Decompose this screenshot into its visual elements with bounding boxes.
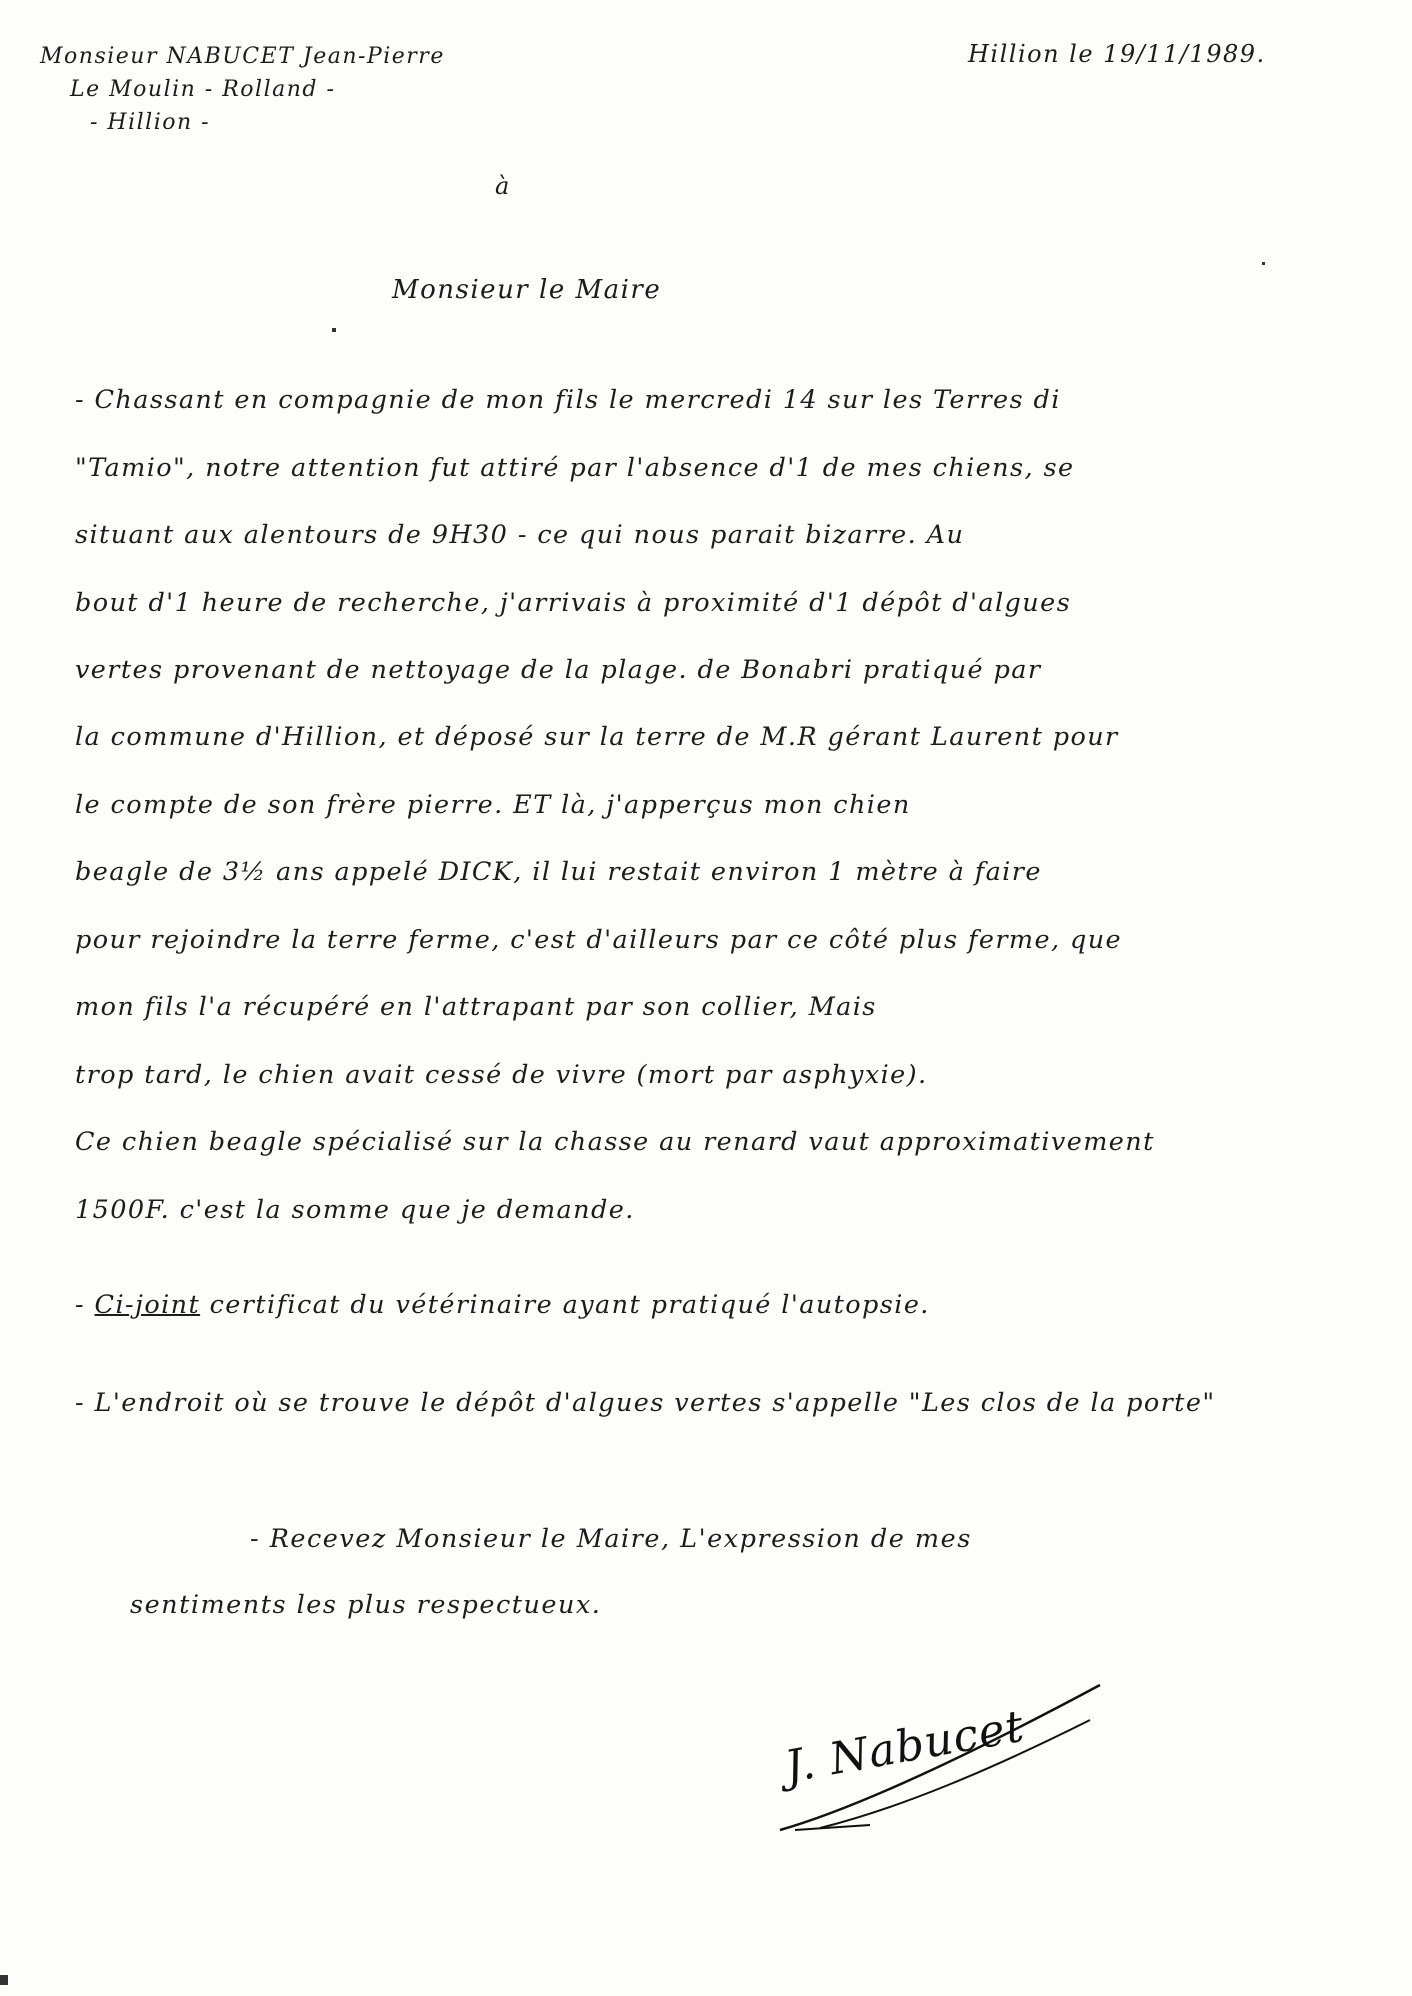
body-line: trop tard, le chien avait cessé de vivre (mort par asphyxie). (75, 1060, 928, 1090)
body-line: vertes provenant de nettoyage de la plage. de Bonabri pratiqué par (75, 655, 1042, 685)
closing-line: - Recevez Monsieur le Maire, L'expression de mes (250, 1524, 972, 1554)
scan-speck (1262, 262, 1265, 265)
body-line: - Chassant en compagnie de mon fils le mercredi 14 sur les Terres di (75, 385, 1061, 415)
scan-speck (0, 1975, 8, 1985)
sender-town: - Hillion - (90, 110, 211, 135)
body-line: 1500F. c'est la somme que je demande. (75, 1195, 635, 1225)
sender-street: Le Moulin - Rolland - (70, 77, 336, 102)
enclosure-note (75, 1290, 930, 1320)
location-note: - L'endroit où se trouve le dépôt d'algues vertes s'appelle "Les clos de la porte" (75, 1388, 1216, 1418)
scan-speck (332, 328, 336, 332)
body-line: le compte de son frère pierre. ET là, j'apperçus mon chien (75, 790, 911, 820)
body-line: bout d'1 heure de recherche, j'arrivais à proximité d'1 dépôt d'algues (75, 588, 1072, 618)
recipient-salutation: Monsieur le Maire (392, 275, 662, 305)
body-line: "Tamio", notre attention fut attiré par l'absence d'1 de mes chiens, se (75, 453, 1075, 483)
body-line: situant aux alentours de 9H30 - ce qui nous parait bizarre. Au (75, 520, 965, 550)
enclosure-dash: - (75, 1290, 95, 1320)
body-line: beagle de 3½ ans appelé DICK, il lui restait environ 1 mètre à faire (75, 857, 1042, 887)
closing-line: sentiments les plus respectueux. (130, 1590, 602, 1620)
enclosure-text: certificat du vétérinaire ayant pratiqué l'autopsie. (200, 1290, 930, 1320)
enclosure-label: Ci-joint (94, 1290, 201, 1320)
body-line: pour rejoindre la terre ferme, c'est d'ailleurs par ce côté plus ferme, que (75, 925, 1123, 955)
sender-address (40, 40, 445, 139)
sender-name: Monsieur NABUCET Jean-Pierre (40, 44, 445, 69)
handwritten-signature (760, 1680, 1120, 1840)
recipient-prefix: à (495, 172, 511, 200)
letter-date: Hillion le 19/11/1989. (968, 40, 1266, 68)
body-line: la commune d'Hillion, et déposé sur la terre de M.R gérant Laurent pour (75, 722, 1119, 752)
body-line: mon fils l'a récupéré en l'attrapant par son collier, Mais (75, 992, 877, 1022)
signature-text: J. Nabucet (781, 1700, 1029, 1793)
body-line: Ce chien beagle spécialisé sur la chasse au renard vaut approximativement (75, 1127, 1155, 1157)
